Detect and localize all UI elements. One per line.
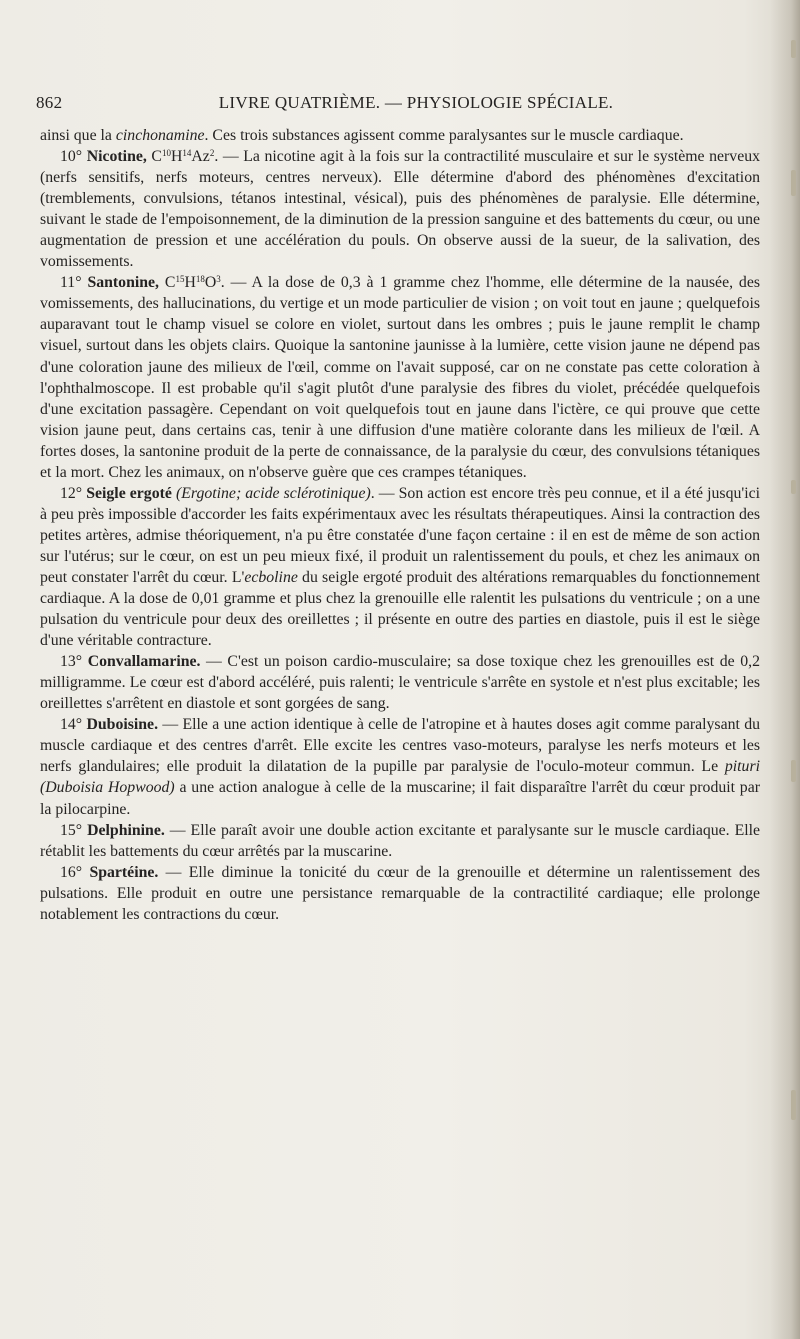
entry-body: . — A la dose de 0,3 à 1 gramme chez l'homme, elle détermine de la nausée, des vomissements, des hallucinations, du vertige et un mode particulier de vision ; on voit tout en jaune ; quelquefois auparavant tout le champ visuel se colore en violet, surtout dans les ombres ; puis le jaune remplit le champ visuel, surtout dans les objets clairs. Quoique la santonine jaunisse à la lumière, cette vision jaune ne dépend pas d'une coloration jaune des milieux de l'œil, comme on l'avait supposé, car on ne constate pas cette coloration à l'ophthalmoscope. Il est probable qu'il s'agit plutôt d'une paralysie des fibres du violet, précédée quelquefois d'une excitation passagère. Cependant on voit quelquefois tout en jaune dans l'ictère, ce qui prouve que cette vision jaune peut, dans certains cas, tenir à une diffusion d'une matière colorante dans les milieux de l'œil. A fortes doses, la santonine produit de la perte de connaissance, de la paralysie du cœur, des convulsions tétaniques et la mort. Chez les animaux, on n'observe guère que ces crampes tétaniques. [40,274,760,481]
entry-body: — C'est un poison cardio-musculaire; sa dose toxique chez les grenouilles est de 0,2 milligramme. Le cœur est d'abord accéléré, puis ralenti; le ventricule s'arrête en systole et n'est plus excitable; les oreillettes s'arrêtent en diastole et sont gorgées de sang. [40,653,760,713]
page-edge-mark [791,760,796,782]
page-number: 862 [36,93,63,112]
entry-number: 11° [60,274,82,292]
page-edge-mark [791,40,796,58]
entry-sparteine [40,862,760,925]
page-edge-mark [791,480,796,494]
page-edge-shadow [770,0,800,1339]
term-latin-name: (Duboisia Hopwood) [40,779,175,797]
text-run: L' [231,568,245,586]
entry-body: — Elle diminue la tonicité du cœur de la grenouille et détermine un ralentissement des pulsations. Elle produit en outre une persistance remarquable de la contractilité cardiaque; elle prolonge notablement les contractions du cœur. [40,863,761,923]
entry-title: Spartéine. [89,863,159,881]
entry-title: Nicotine, [86,148,147,166]
entry-nicotine [40,146,760,272]
formula-element: C [151,148,162,166]
entry-body: a une action analogue à celle de la muscarine; il fait disparaître l'arrêt du cœur produit par la pilocarpine. [40,779,760,818]
entry-body: . — Son action est encore très peu connue, et il a été jusqu'ici à peu près impossible d'accorder les faits expérimentaux avec les résultats thérapeutiques. Ainsi la contraction des petites artères, admise théoriquement, n'a pu être constatée d'une façon certaine : il en est de même de son action sur l'utérus; sur le cœur, on est un peu mieux fixé, il produit un ralentissement du pouls, et chez les animaux on peut constater l'arrêt du cœur. [40,484,761,586]
formula-index: 18 [195,274,205,285]
entry-number: 14° [60,716,83,734]
entry-body: . — La nicotine agit à la fois sur la contractilité musculaire et sur le système nerveux (nerfs sensitifs, nerfs moteurs, centres nerveux). Elle détermine d'abord des phénomènes d'excitation (tremblements, convulsions, tétanos intestinal, vésical), puis des phénomènes de paralysie. Elle détermine, suivant le stade de l'empoisonnement, de la diminution de la pression sanguine et des battements du cœur, ou une augmentation de pression et une accélération du pouls. On observe aussi de la sueur, de la salivation, des vomissements. [40,148,761,271]
entry-delphinine [40,820,760,862]
formula-index: 14 [182,148,192,159]
chemical-formula [165,274,221,291]
entry-title: Convallamarine. [87,653,201,671]
running-head: LIVRE QUATRIÈME. — PHYSIOLOGIE SPÉCIALE. [218,93,614,112]
entry-title: Duboisine. [86,716,159,734]
formula-element: C [164,274,176,292]
formula-element: H [170,148,183,166]
formula-element: O [204,274,217,292]
entry-body: du seigle ergoté produit des altérations remarquables du fonctionnement cardiaque. A la dose de 0,01 gramme et plus chez la grenouille elle ralentit les pulsations du ventricule ; on a une pulsation du ventricule pour deux des oreillettes ; il présente en outre des parties en diastole, puis il est le siège d'une véritable contracture. [40,568,760,650]
chemical-formula [151,148,214,165]
entry-title: Seigle ergoté [86,484,172,502]
entry-number: 16° [60,863,83,881]
entry-body: — Elle a une action identique à celle de l'atropine et à hautes doses agit comme paralysant du muscle cardiaque et des centres d'arrêt. Elle excite les centres vaso-moteurs, paralyse les nerfs moteurs et les nerfs glandulaires; elle produit la dilatation de la pupille par paralysie de l'oculo-moteur commun. Le [40,716,761,776]
page-header [36,93,766,115]
text-run: . Ces trois substances agissent comme paralysantes sur le muscle cardiaque. [204,127,684,144]
formula-element: H [184,274,196,292]
entry-number: 13° [60,653,83,671]
paragraph-continuation [40,125,760,146]
entry-convallamarine [40,651,760,714]
term-cinchonamine: cinchonamine [115,127,205,144]
entry-number: 15° [60,821,83,839]
term-pituri: pituri [724,758,760,776]
body-text [40,125,760,925]
entry-santonine [40,272,760,482]
entry-alt-names: (Ergotine; acide sclérotinique) [175,484,371,502]
formula-index: 2 [209,148,215,159]
text-run: ainsi que la [40,127,116,144]
entry-body: — Elle paraît avoir une double action excitante et paralysante sur le muscle cardiaque. Elle rétablit les battements du cœur arrêtés par la muscarine. [40,821,761,860]
entry-number: 10° [60,148,83,166]
entry-title: Santonine, [87,274,159,292]
entry-seigle-ergote [40,483,760,651]
entry-duboisine [40,714,760,819]
formula-element: Az [191,148,210,166]
entry-title: Delphinine. [87,821,165,839]
formula-index: 3 [216,274,221,285]
page-edge-mark [791,170,796,196]
term-ecboline: ecboline [244,568,298,586]
formula-index: 10 [161,148,171,159]
entry-number: 12° [60,484,83,502]
page-edge-mark [791,1090,796,1120]
formula-index: 15 [175,274,185,285]
